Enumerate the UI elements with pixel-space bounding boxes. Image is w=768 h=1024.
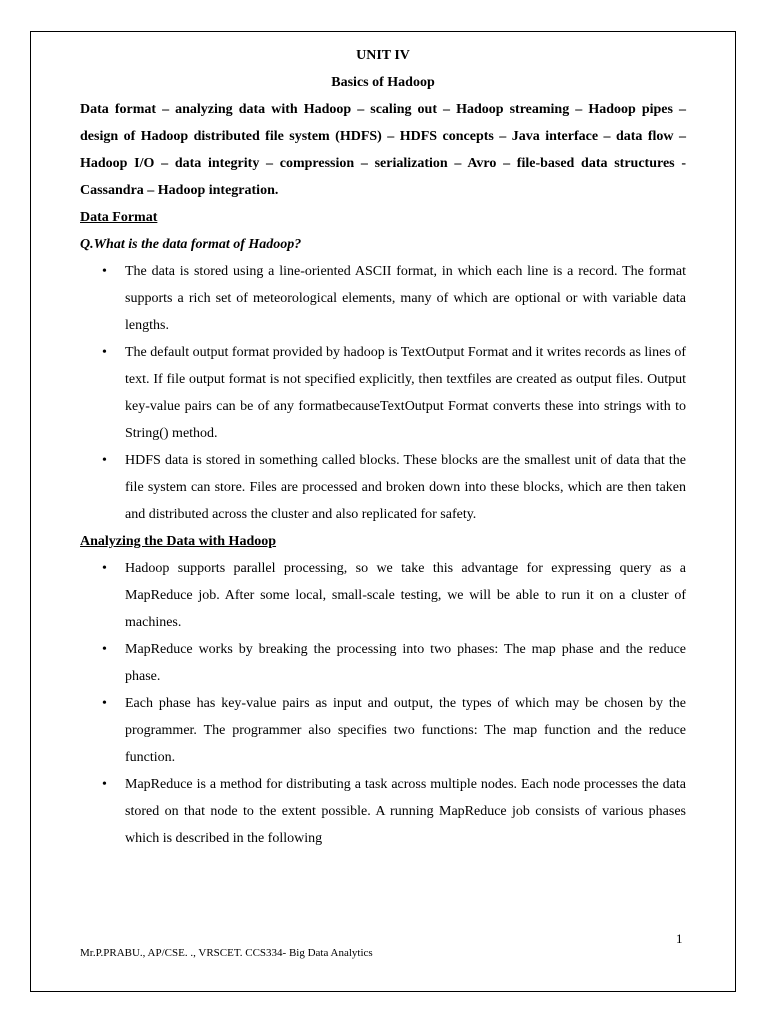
section-heading-analyzing-data: Analyzing the Data with Hadoop [80, 534, 277, 549]
list-item-text: HDFS data is stored in something called blocks. These blocks are the smallest unit of data that the file system can store. Files are processed and broken down into these blocks, which are then taken and distributed across the cluster and also replicated for safety. [125, 453, 686, 522]
list-item-text: The default output format provided by hadoop is TextOutput Format and it writes records as lines of text. If file output format is not specified explicitly, then textfiles are created as output files. Output key-value pairs can be of any formatbecauseTextOutput Format converts these into strings with to String() method. [125, 345, 686, 441]
unit-label: UNIT IV [356, 48, 410, 63]
list-item-text: Hadoop supports parallel processing, so we take this advantage for expressing query as a MapReduce job. After some local, small-scale testing, we will be able to run it on a cluster of machines. [125, 561, 686, 630]
bullet-icon: • [102, 561, 107, 576]
bullet-icon: • [102, 264, 107, 279]
bullet-icon: • [102, 777, 107, 792]
footer-text: Mr.P.PRABU., AP/CSE. ., VRSCET. CCS334- Big Data Analytics [80, 947, 373, 959]
question-data-format: Q.What is the data format of Hadoop? [80, 237, 302, 252]
list-item [80, 771, 686, 852]
bullet-icon: • [102, 345, 107, 360]
list-item [80, 690, 686, 771]
list-item [80, 555, 686, 636]
bullet-list-data-format [80, 258, 686, 528]
section-heading-data-format: Data Format [80, 210, 158, 225]
list-item-text: Each phase has key-value pairs as input and output, the types of which may be chosen by the programmer. The programmer also specifies two functions: The map function and the reduce function. [125, 696, 686, 765]
list-item-text: MapReduce is a method for distributing a task across multiple nodes. Each node processes the data stored on that node to the extent possible. A running MapReduce job consists of various phases which is described in the following [125, 777, 686, 846]
list-item-text: The data is stored using a line-oriented ASCII format, in which each line is a record. The format supports a rich set of meteorological elements, many of which are optional or with variable data lengths. [125, 264, 686, 333]
list-item-text: MapReduce works by breaking the processing into two phases: The map phase and the reduce phase. [125, 642, 686, 684]
bullet-icon: • [102, 696, 107, 711]
syllabus-topics: Data format – analyzing data with Hadoop – scaling out – Hadoop streaming – Hadoop pipes – design of Hadoop distributed file system (HDFS) – HDFS concepts – Java interface – data flow – Hadoop I/O – data integrity – compression – serialization – Avro – file-based data structures - Cassandra – Hadoop integration. [80, 102, 686, 198]
page-number: 1 [676, 931, 683, 946]
list-item [80, 339, 686, 447]
list-item [80, 636, 686, 690]
document-body [80, 42, 686, 852]
bullet-icon: • [102, 453, 107, 468]
page-title: Basics of Hadoop [331, 75, 435, 90]
list-item [80, 258, 686, 339]
list-item [80, 447, 686, 528]
bullet-icon: • [102, 642, 107, 657]
bullet-list-analyzing-data [80, 555, 686, 852]
